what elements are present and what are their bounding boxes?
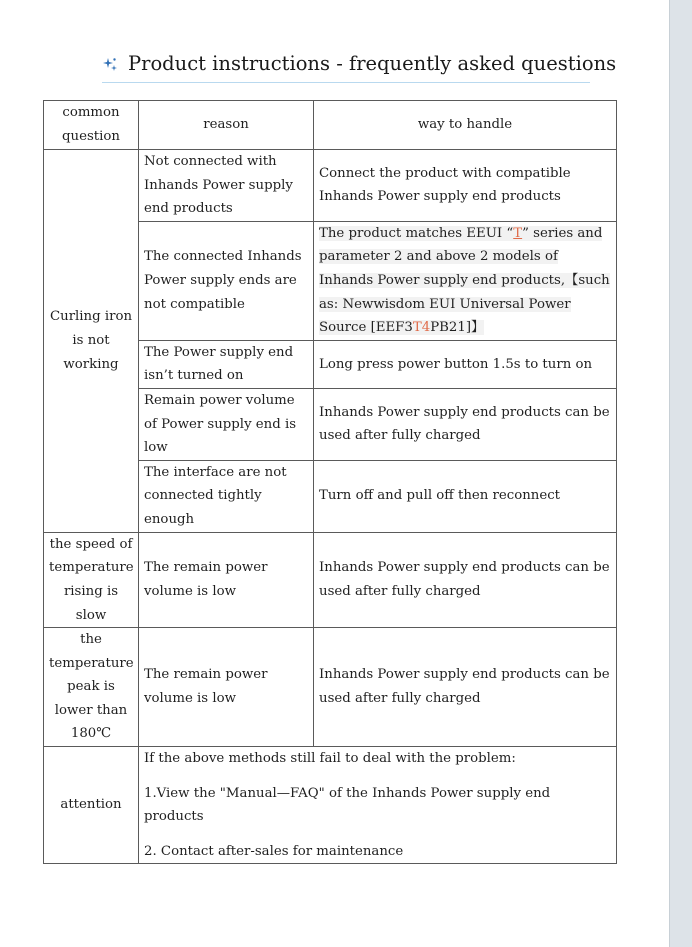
question-cell: the temperature peak is lower than 180℃ [44, 628, 139, 747]
attention-label: attention [44, 747, 139, 864]
handle-text-part: The product matches EEUI [319, 225, 503, 241]
handle-cell: Turn off and pull off then reconnect [314, 460, 617, 532]
reason-cell: The remain power volume is low [139, 628, 314, 747]
reason-cell: The Power supply end isn’t turned on [139, 340, 314, 388]
attention-line: 1.View the "Manual—FAQ" of the Inhands Power supply end products [144, 785, 551, 825]
right-scroll-strip [669, 0, 692, 947]
question-cell: Curling iron is not working [44, 150, 139, 533]
handle-text [319, 226, 610, 335]
quote-close: ” [522, 225, 529, 241]
question-cell: the speed of temperature rising is slow [44, 532, 139, 627]
table-row [44, 628, 617, 747]
attention-cell [139, 747, 617, 864]
faq-table [43, 100, 617, 864]
table-row [44, 532, 617, 627]
reason-cell: The connected Inhands Power supply ends are not compatible [139, 221, 314, 340]
reason-cell: Not connected with Inhands Power supply end products [139, 150, 314, 222]
header-common-question: common question [44, 101, 139, 150]
handle-cell [314, 221, 617, 340]
series-code: T [513, 225, 523, 241]
header-reason: reason [139, 101, 314, 150]
handle-cell: Inhands Power supply end products can be used after fully charged [314, 628, 617, 747]
page-title: Product instructions - frequently asked questions [128, 52, 617, 75]
attention-line: If the above methods still fail to deal with the problem: [144, 751, 516, 767]
handle-cell: Inhands Power supply end products can be used after fully charged [314, 532, 617, 627]
header-way-to-handle: way to handle [314, 101, 617, 150]
table-row [44, 150, 617, 222]
handle-cell: Inhands Power supply end products can be used after fully charged [314, 388, 617, 460]
handle-cell: Connect the product with compatible Inhands Power supply end products [314, 150, 617, 222]
reason-cell: The interface are not connected tightly enough [139, 460, 314, 532]
reason-cell: Remain power volume of Power supply end is low [139, 388, 314, 460]
table-header-row [44, 101, 617, 150]
sparkle-icon [102, 56, 118, 72]
handle-text-part: series and parameter 2 and above 2 models of Inhands Power supply end products,【such as: Newwisdom EUI Universal Power Source [EEF3 [319, 225, 610, 336]
handle-cell: Long press power button 1.5s to turn on [314, 340, 617, 388]
quote-open: “ [506, 225, 514, 241]
attention-line: 2. Contact after-sales for maintenance [144, 843, 404, 859]
handle-text-part: PB21]】 [430, 320, 485, 336]
reason-cell: The remain power volume is low [139, 532, 314, 627]
page-header [102, 50, 617, 83]
model-code-highlight: T4 [412, 320, 431, 336]
attention-row [44, 747, 617, 864]
